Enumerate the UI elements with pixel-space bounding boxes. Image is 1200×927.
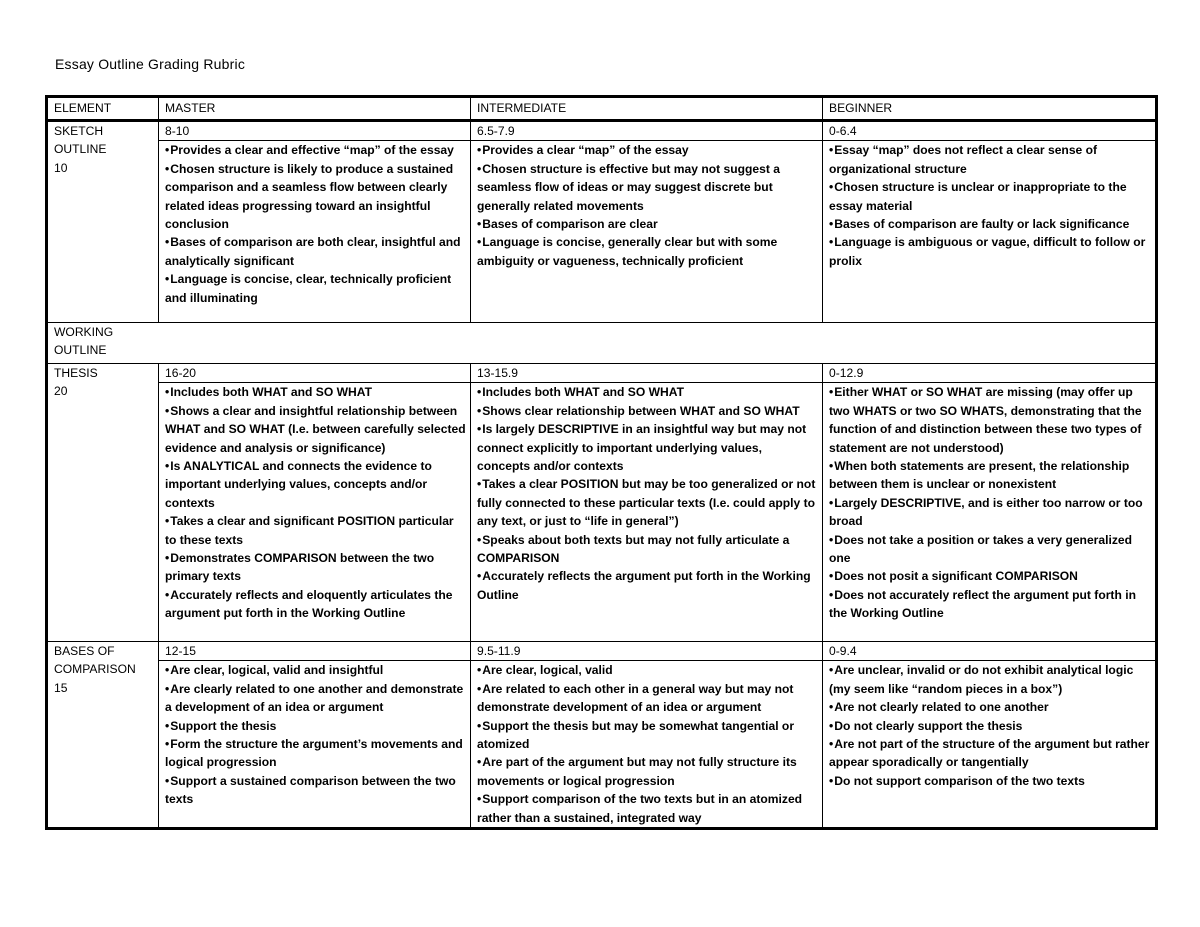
criterion-item: • Are related to each other in a general way but may not demonstrate development of an idea or argument	[477, 680, 818, 717]
score-range: 16-20	[159, 364, 470, 383]
criterion-item: • When both statements are present, the relationship between them is unclear or nonexistent	[829, 457, 1151, 494]
element-cell-sketch-outline	[47, 121, 159, 323]
score-range: 13-15.9	[471, 364, 822, 383]
section-heading-line: WORKING	[54, 325, 114, 339]
bases-beginner-cell	[823, 642, 1157, 829]
rubric-row-thesis	[47, 364, 1157, 642]
criterion-item: • Does not take a position or takes a very generalized one	[829, 531, 1151, 568]
element-name-line: OUTLINE	[54, 142, 107, 157]
criterion-item: • Support the thesis	[165, 717, 466, 735]
score-range: 9.5-11.9	[471, 642, 822, 661]
criterion-item: • Form the structure the argument’s movements and logical progression	[165, 735, 466, 772]
criterion-item: • Shows a clear and insightful relationship between WHAT and SO WHAT (I.e. between carefully selected evidence and analysis or significance)	[165, 402, 466, 457]
header-intermediate: INTERMEDIATE	[471, 97, 823, 121]
bases-master-cell	[159, 642, 471, 829]
criterion-item: • Are clearly related to one another and demonstrate a development of an idea or argument	[165, 680, 466, 717]
criterion-item: • Demonstrates COMPARISON between the two primary texts	[165, 549, 466, 586]
criterion-item: • Provides a clear “map” of the essay	[477, 141, 818, 159]
criterion-item: • Either WHAT or SO WHAT are missing (may offer up two WHATS or two SO WHATS, demonstrating that the function of and distinction between these two types of statement are not understood)	[829, 383, 1151, 457]
criterion-item: • Are not part of the structure of the argument but rather appear sporadically or tangentially	[829, 735, 1151, 772]
element-cell-thesis	[47, 364, 159, 642]
criterion-item: • Shows clear relationship between WHAT and SO WHAT	[477, 402, 818, 420]
criterion-item: • Support a sustained comparison between the two texts	[165, 772, 466, 809]
score-range: 0-9.4	[823, 642, 1155, 661]
criterion-item: • Chosen structure is effective but may not suggest a seamless flow of ideas or may suggest discrete but generally related movements	[477, 160, 818, 215]
thesis-intermediate-cell	[471, 364, 823, 642]
criterion-item: • Takes a clear POSITION but may be too generalized or not fully connected to these particular texts (I.e. could apply to any text, or just to “life in general”)	[477, 475, 818, 530]
element-name-line: SKETCH	[54, 124, 104, 138]
document-title: Essay Outline Grading Rubric	[55, 56, 246, 72]
criterion-item: • Are clear, logical, valid and insightful	[165, 661, 466, 679]
thesis-master-cell	[159, 364, 471, 642]
criterion-item: • Chosen structure is likely to produce a sustained comparison and a seamless flow between clearly related ideas progressing toward an insightful conclusion	[165, 160, 466, 234]
criterion-item: • Are part of the argument but may not fully structure its movements or logical progression	[477, 753, 818, 790]
header-row	[47, 97, 1157, 121]
sketch-master-cell	[159, 121, 471, 323]
criterion-item: • Is ANALYTICAL and connects the evidence to important underlying values, concepts and/or contexts	[165, 457, 466, 512]
sketch-beginner-cell	[823, 121, 1157, 323]
criterion-item: • Do not clearly support the thesis	[829, 717, 1151, 735]
criterion-item: • Provides a clear and effective “map” of the essay	[165, 141, 466, 159]
criterion-item: • Accurately reflects and eloquently articulates the argument put forth in the Working Outline	[165, 586, 466, 623]
section-heading-working-outline	[47, 323, 1157, 364]
criterion-item: • Are not clearly related to one another	[829, 698, 1151, 716]
score-range: 8-10	[159, 122, 470, 141]
header-master: MASTER	[159, 97, 471, 121]
section-heading-line: OUTLINE	[54, 343, 107, 358]
criterion-item: • Bases of comparison are clear	[477, 215, 818, 233]
criterion-item: • Bases of comparison are faulty or lack significance	[829, 215, 1151, 233]
criterion-item: • Support comparison of the two texts but in an atomized rather than a sustained, integrated way	[477, 790, 818, 827]
element-points: 20	[54, 384, 68, 399]
criterion-item: • Is largely DESCRIPTIVE in an insightful way but may not connect explicitly to important underlying values, concepts and/or contexts	[477, 420, 818, 475]
criterion-item: • Does not posit a significant COMPARISON	[829, 567, 1151, 585]
element-points: 10	[54, 160, 68, 175]
element-name-line: COMPARISON	[54, 662, 136, 677]
criterion-item: • Speaks about both texts but may not fully articulate a COMPARISON	[477, 531, 818, 568]
thesis-beginner-cell	[823, 364, 1157, 642]
criterion-item: • Includes both WHAT and SO WHAT	[165, 383, 466, 401]
header-beginner: BEGINNER	[823, 97, 1157, 121]
criterion-item: • Do not support comparison of the two texts	[829, 772, 1151, 790]
grading-rubric-table	[45, 95, 1158, 830]
sketch-intermediate-cell	[471, 121, 823, 323]
rubric-row-bases-of-comparison	[47, 642, 1157, 829]
bases-intermediate-cell	[471, 642, 823, 829]
rubric-row-sketch-outline	[47, 121, 1157, 323]
element-cell-bases-of-comparison	[47, 642, 159, 829]
criterion-item: • Accurately reflects the argument put forth in the Working Outline	[477, 567, 818, 604]
score-range: 6.5-7.9	[471, 122, 822, 141]
criterion-item: • Language is concise, generally clear but with some ambiguity or vagueness, technically proficient	[477, 233, 818, 270]
criterion-item: • Bases of comparison are both clear, insightful and analytically significant	[165, 233, 466, 270]
header-element: ELEMENT	[47, 97, 159, 121]
criterion-item: • Language is ambiguous or vague, difficult to follow or prolix	[829, 233, 1151, 270]
criterion-item: • Are clear, logical, valid	[477, 661, 818, 679]
score-range: 0-6.4	[823, 122, 1155, 141]
element-name-line: THESIS	[54, 366, 98, 380]
criterion-item: • Takes a clear and significant POSITION particular to these texts	[165, 512, 466, 549]
score-range: 12-15	[159, 642, 470, 661]
criterion-item: • Support the thesis but may be somewhat tangential or atomized	[477, 717, 818, 754]
element-points: 15	[54, 680, 68, 695]
criterion-item: • Essay “map” does not reflect a clear sense of organizational structure	[829, 141, 1151, 178]
criterion-item: • Chosen structure is unclear or inappropriate to the essay material	[829, 178, 1151, 215]
rubric-row-working-outline	[47, 323, 1157, 364]
criterion-item: • Includes both WHAT and SO WHAT	[477, 383, 818, 401]
criterion-item: • Does not accurately reflect the argument put forth in the Working Outline	[829, 586, 1151, 623]
score-range: 0-12.9	[823, 364, 1155, 383]
criterion-item: • Largely DESCRIPTIVE, and is either too narrow or too broad	[829, 494, 1151, 531]
criterion-item: • Are unclear, invalid or do not exhibit analytical logic (my seem like “random pieces in a box”)	[829, 661, 1151, 698]
criterion-item: • Language is concise, clear, technically proficient and illuminating	[165, 270, 466, 307]
element-name-line: BASES OF	[54, 644, 115, 658]
